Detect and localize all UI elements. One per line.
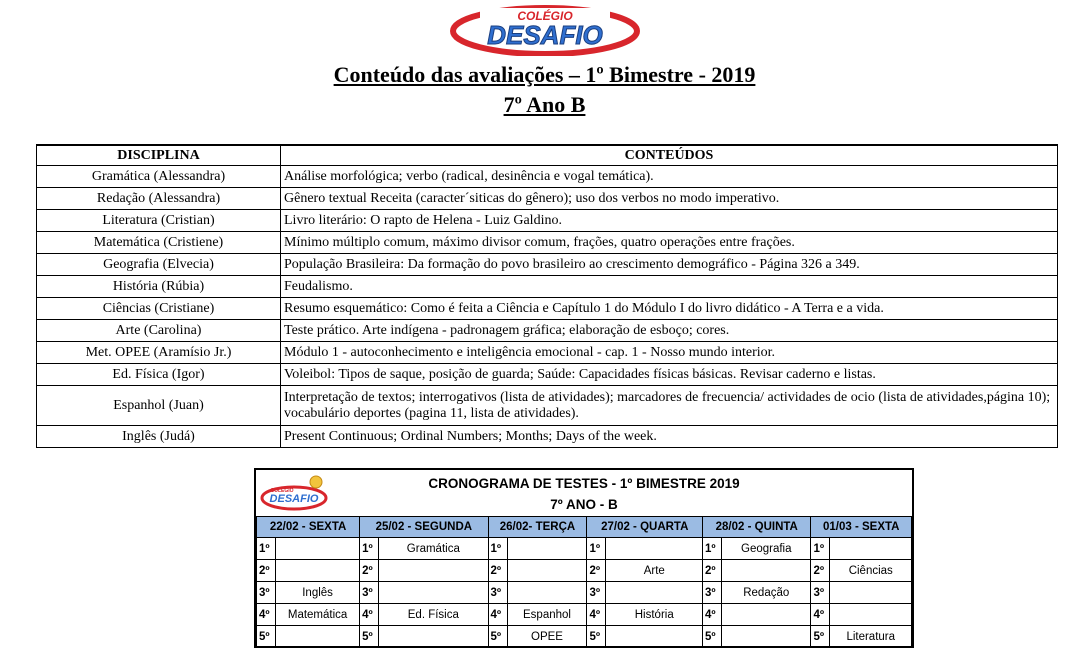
discipline-cell: Ed. Física (Igor)	[37, 364, 281, 386]
slot-number: 3º	[360, 582, 379, 604]
schedule-cell: Ciências	[830, 560, 912, 582]
logo-text-top: COLÉGIO	[517, 9, 573, 23]
schedule-logo-text-top: COLÉGIO	[270, 488, 294, 494]
schedule-cell	[507, 538, 587, 560]
schedule-cell	[830, 538, 912, 560]
content-cell: Voleibol: Tipos de saque, posição de guarda; Saúde: Capacidades físicas básicas. Revisar caderno e listas.	[281, 364, 1058, 386]
schedule-cell	[276, 538, 360, 560]
schedule-title: CRONOGRAMA DE TESTES - 1º BIMESTRE 2019	[428, 476, 740, 491]
table-row	[37, 254, 1058, 276]
class-title: 7º Ano B	[503, 92, 586, 117]
schedule-cell	[722, 604, 811, 626]
content-cell: Gênero textual Receita (caracter´siticas do gênero); uso dos verbos no modo imperativo.	[281, 188, 1058, 210]
table-row	[37, 276, 1058, 298]
table-row	[37, 210, 1058, 232]
schedule-cell	[379, 582, 488, 604]
table-row	[37, 232, 1058, 254]
slot-number: 3º	[257, 582, 276, 604]
table-row	[37, 342, 1058, 364]
discipline-cell: Geografia (Elvecia)	[37, 254, 281, 276]
schedule-cell	[276, 626, 360, 648]
slot-number: 1º	[587, 538, 606, 560]
schedule-cell	[606, 626, 703, 648]
day-header: 25/02 - SEGUNDA	[360, 517, 488, 538]
schedule-cell	[722, 560, 811, 582]
slot-number: 5º	[488, 626, 507, 648]
schedule-cell	[379, 560, 488, 582]
schedule-grid	[256, 516, 912, 648]
day-header: 22/02 - SEXTA	[257, 517, 360, 538]
schedule-row	[257, 560, 912, 582]
schedule-cell	[507, 560, 587, 582]
table-row	[37, 166, 1058, 188]
discipline-cell: Arte (Carolina)	[37, 320, 281, 342]
content-cell: Livro literário: O rapto de Helena - Luiz Galdino.	[281, 210, 1058, 232]
schedule-row	[257, 604, 912, 626]
schedule-cell: Redação	[722, 582, 811, 604]
logo-text-main: DESAFIO	[487, 20, 603, 50]
table-row	[37, 426, 1058, 448]
slot-number: 5º	[811, 626, 830, 648]
schedule-cell	[722, 626, 811, 648]
schedule-cell: Literatura	[830, 626, 912, 648]
content-cell: Feudalismo.	[281, 276, 1058, 298]
test-schedule	[254, 468, 914, 648]
table-row	[37, 320, 1058, 342]
slot-number: 1º	[703, 538, 722, 560]
slot-number: 4º	[587, 604, 606, 626]
discipline-cell: Gramática (Alessandra)	[37, 166, 281, 188]
schedule-header-row	[257, 517, 912, 538]
content-table-header	[37, 145, 1058, 166]
content-cell: Resumo esquemático: Como é feita a Ciência e Capítulo 1 do Módulo I do livro didático - A Terra e a vida.	[281, 298, 1058, 320]
slot-number: 2º	[360, 560, 379, 582]
schedule-logo-text-main: DESAFIO	[269, 493, 319, 505]
schedule-cell: Espanhol	[507, 604, 587, 626]
discipline-cell: Met. OPEE (Aramísio Jr.)	[37, 342, 281, 364]
slot-number: 5º	[257, 626, 276, 648]
slot-number: 3º	[811, 582, 830, 604]
slot-number: 2º	[257, 560, 276, 582]
schedule-cell: Gramática	[379, 538, 488, 560]
discipline-cell: Literatura (Cristian)	[37, 210, 281, 232]
content-cell: Interpretação de textos; interrogativos (lista de atividades); marcadores de frecuencia/ actividades de ocio (lista de atividades,página 10); vocabulário deportes (pagina 11, lista de atividades).	[281, 386, 1058, 426]
schedule-row	[257, 582, 912, 604]
content-cell: Análise morfológica; verbo (radical, desinência e vogal temática).	[281, 166, 1058, 188]
schedule-row	[257, 626, 912, 648]
content-table	[36, 144, 1058, 448]
schedule-cell	[507, 582, 587, 604]
slot-number: 1º	[811, 538, 830, 560]
schedule-row	[257, 538, 912, 560]
day-header: 26/02- TERÇA	[488, 517, 587, 538]
day-header: 28/02 - QUINTA	[703, 517, 811, 538]
slot-number: 5º	[360, 626, 379, 648]
slot-number: 5º	[703, 626, 722, 648]
schedule-cell	[830, 582, 912, 604]
header-disciplina: DISCIPLINA	[37, 145, 281, 166]
discipline-cell: Espanhol (Juan)	[37, 386, 281, 426]
slot-number: 4º	[257, 604, 276, 626]
schedule-cell	[276, 560, 360, 582]
slot-number: 4º	[488, 604, 507, 626]
school-logo	[450, 4, 640, 56]
schedule-cell: Arte	[606, 560, 703, 582]
slot-number: 4º	[703, 604, 722, 626]
slot-number: 4º	[360, 604, 379, 626]
schedule-cell	[830, 604, 912, 626]
schedule-cell	[379, 626, 488, 648]
schedule-cell: Inglês	[276, 582, 360, 604]
day-header: 01/03 - SEXTA	[811, 517, 912, 538]
content-cell: Present Continuous; Ordinal Numbers; Months; Days of the week.	[281, 426, 1058, 448]
schedule-subtitle: 7º ANO - B	[550, 497, 618, 512]
table-row	[37, 188, 1058, 210]
table-row	[37, 298, 1058, 320]
discipline-cell: Inglês (Judá)	[37, 426, 281, 448]
slot-number: 1º	[360, 538, 379, 560]
page-title: Conteúdo das avaliações – 1º Bimestre - 2019	[333, 62, 756, 87]
slot-number: 2º	[587, 560, 606, 582]
schedule-cell: História	[606, 604, 703, 626]
content-cell: População Brasileira: Da formação do povo brasileiro ao crescimento demográfico - Página 326 a 349.	[281, 254, 1058, 276]
discipline-cell: Matemática (Cristiene)	[37, 232, 281, 254]
schedule-cell: Geografia	[722, 538, 811, 560]
schedule-cell: OPEE	[507, 626, 587, 648]
header-conteudos: CONTEÚDOS	[281, 145, 1058, 166]
slot-number: 1º	[257, 538, 276, 560]
schedule-cell	[606, 582, 703, 604]
slot-number: 3º	[587, 582, 606, 604]
content-cell: Teste prático. Arte indígena - padronagem gráfica; elaboração de esboço; cores.	[281, 320, 1058, 342]
slot-number: 5º	[587, 626, 606, 648]
table-row	[37, 364, 1058, 386]
slot-number: 3º	[488, 582, 507, 604]
discipline-cell: Ciências (Cristiane)	[37, 298, 281, 320]
slot-number: 3º	[703, 582, 722, 604]
table-row	[37, 386, 1058, 426]
schedule-cell: Ed. Física	[379, 604, 488, 626]
content-cell: Mínimo múltiplo comum, máximo divisor comum, frações, quatro operações entre frações.	[281, 232, 1058, 254]
slot-number: 1º	[488, 538, 507, 560]
slot-number: 4º	[811, 604, 830, 626]
discipline-cell: História (Rúbia)	[37, 276, 281, 298]
slot-number: 2º	[488, 560, 507, 582]
slot-number: 2º	[811, 560, 830, 582]
discipline-cell: Redação (Alessandra)	[37, 188, 281, 210]
schedule-cell: Matemática	[276, 604, 360, 626]
day-header: 27/02 - QUARTA	[587, 517, 703, 538]
slot-number: 2º	[703, 560, 722, 582]
schedule-cell	[606, 538, 703, 560]
content-cell: Módulo 1 - autoconhecimento e inteligência emocional - cap. 1 - Nosso mundo interior.	[281, 342, 1058, 364]
